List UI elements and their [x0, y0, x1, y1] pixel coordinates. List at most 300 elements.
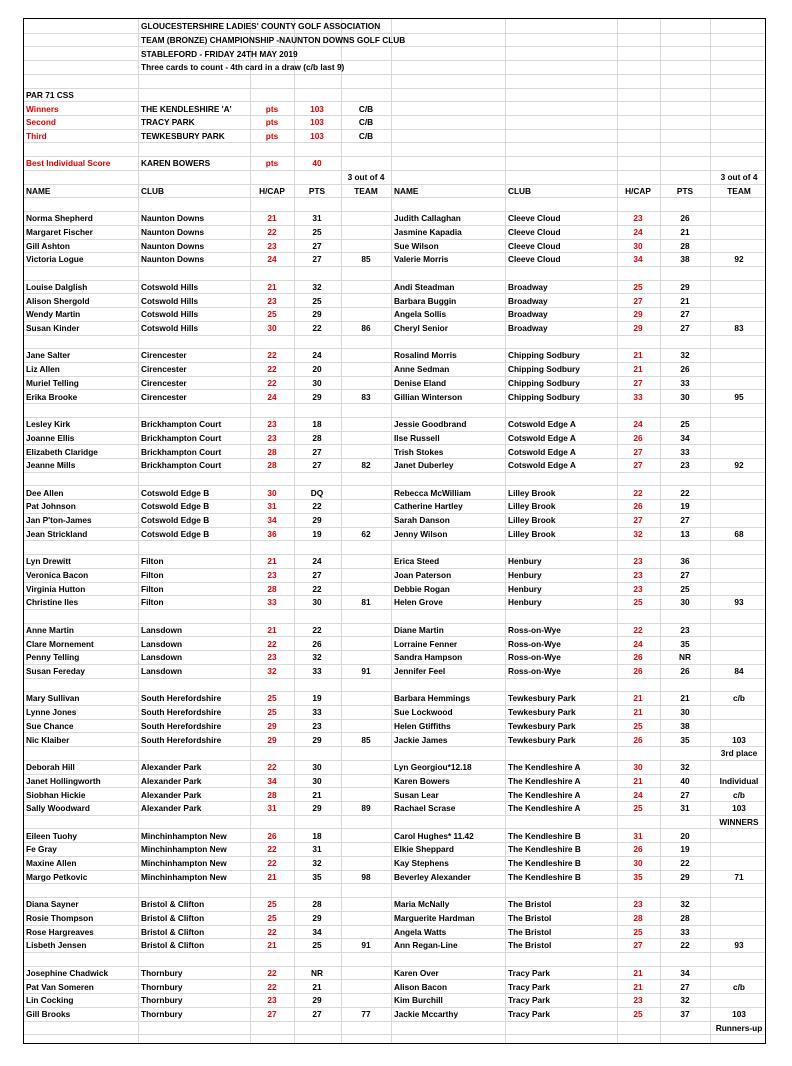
player-points: 19 [312, 693, 322, 704]
player-name: Louise Dalglish [26, 281, 88, 292]
player-handicap: 22 [633, 487, 643, 498]
player-handicap: 23 [267, 432, 277, 443]
player-club: Thornbury [141, 967, 183, 978]
player-points: 22 [680, 487, 690, 498]
player-club: Lilley Brook [508, 501, 556, 512]
player-points: 35 [680, 734, 690, 745]
player-points: 29 [312, 734, 322, 745]
player-name: Veronica Bacon [26, 570, 89, 580]
player-name: Maria McNally [394, 899, 450, 910]
player-club: Ross-on-Wye [508, 638, 561, 649]
player-points: 37 [680, 1009, 690, 1020]
player-name: Liz Allen [26, 364, 60, 375]
player-club: Cleeve Cloud [508, 254, 561, 265]
column-header-pts: PTS [308, 185, 326, 196]
player-points: 29 [312, 391, 322, 402]
player-club: Ross-on-Wye [508, 666, 561, 677]
player-handicap: 27 [633, 377, 643, 388]
player-name: Rachael Scrase [394, 803, 456, 814]
team-total: 92 [734, 254, 744, 265]
result-pts-label: pts [265, 103, 279, 114]
player-points: 25 [680, 419, 690, 430]
player-points: 22 [680, 940, 690, 951]
player-club: Cotswold Hills [141, 309, 199, 320]
column-header-name: NAME [26, 185, 51, 196]
player-club: Cirencester [141, 377, 187, 388]
player-handicap: 25 [633, 926, 643, 937]
player-handicap: 29 [633, 323, 643, 334]
column-header-team: TEAM [354, 185, 378, 196]
player-points: 33 [680, 377, 690, 388]
player-handicap: 26 [633, 652, 643, 663]
player-club: Cirencester [141, 350, 187, 361]
player-name: Elkie Sheppard [394, 844, 454, 855]
player-name: Virginia Hutton [26, 583, 86, 594]
player-club: Henbury [508, 597, 542, 608]
player-handicap: 22 [267, 926, 277, 937]
player-handicap: 21 [267, 213, 277, 224]
player-handicap: 22 [267, 350, 277, 361]
player-club: Lilley Brook [508, 515, 556, 526]
team-total: 98 [361, 871, 371, 882]
player-points: 30 [680, 707, 690, 718]
player-handicap: 30 [633, 240, 643, 251]
player-points: 27 [312, 254, 322, 265]
player-club: Cleeve Cloud [508, 227, 561, 237]
player-points: 32 [312, 858, 322, 869]
player-club: Ross-on-Wye [508, 624, 561, 635]
player-name: Josephine Chadwick [26, 967, 109, 978]
player-handicap: 33 [633, 391, 643, 402]
team-total: 82 [361, 460, 371, 471]
player-handicap: 23 [633, 570, 643, 580]
player-name: Lyn Georgiou*12.18 [394, 762, 472, 773]
player-handicap: 21 [267, 940, 277, 951]
player-points: 29 [312, 309, 322, 320]
player-handicap: 24 [633, 227, 643, 237]
player-name: Marguerite Hardman [394, 913, 475, 923]
player-name: Rose Hargreaves [26, 926, 94, 937]
player-club: The Kendleshire B [508, 871, 581, 882]
player-club: Bristol & Clifton [141, 913, 205, 923]
player-points: 21 [680, 227, 690, 237]
player-points: 28 [312, 432, 322, 443]
player-name: Diana Sayner [26, 899, 79, 910]
result-note: C/B [358, 130, 374, 141]
player-handicap: 25 [267, 707, 277, 718]
result-pts: 103 [310, 117, 324, 128]
player-handicap: 23 [267, 995, 277, 1006]
player-club: Tewkesbury Park [508, 707, 576, 718]
player-name: Diane Martin [394, 624, 444, 635]
player-handicap: 21 [633, 364, 643, 375]
player-handicap: 27 [633, 460, 643, 471]
player-handicap: 21 [633, 693, 643, 704]
best-individual-name: KAREN BOWERS [141, 158, 211, 169]
player-club: Naunton Downs [141, 254, 205, 265]
team-total: 84 [734, 666, 744, 677]
player-points: 27 [312, 570, 322, 580]
player-club: Alexander Park [141, 762, 202, 773]
player-handicap: 30 [633, 762, 643, 773]
player-points: 29 [312, 995, 322, 1006]
player-handicap: 31 [267, 501, 277, 512]
result-place: Winners [26, 103, 59, 114]
player-handicap: 22 [267, 377, 277, 388]
team-total: 83 [361, 391, 371, 402]
player-points: 32 [312, 281, 322, 292]
team-total: 71 [734, 871, 744, 882]
player-name: Jackie James [394, 734, 448, 745]
player-club: Naunton Downs [141, 213, 205, 224]
player-handicap: 26 [633, 844, 643, 855]
player-points: 23 [312, 720, 322, 731]
result-note: C/B [358, 117, 374, 128]
player-handicap: 35 [633, 871, 643, 882]
result-pts: 103 [310, 103, 324, 114]
player-points: DQ [310, 487, 324, 498]
player-club: Filton [141, 556, 164, 567]
player-points: 27 [312, 446, 322, 457]
player-points: 21 [680, 693, 690, 704]
player-name: Rebecca McWilliam [394, 487, 471, 498]
player-handicap: 21 [633, 707, 643, 718]
player-points: 30 [680, 597, 690, 608]
player-handicap: 28 [267, 583, 277, 594]
team-total: 77 [361, 1009, 371, 1020]
player-club: Naunton Downs [141, 240, 205, 251]
player-points: 27 [312, 1009, 322, 1020]
player-handicap: 23 [267, 295, 277, 306]
player-handicap: 30 [267, 487, 277, 498]
player-points: 13 [680, 528, 690, 539]
player-name: Lynne Jones [26, 707, 77, 718]
player-points: 30 [312, 775, 322, 786]
player-name: Elizabeth Claridge [26, 446, 98, 457]
player-points: 27 [312, 240, 322, 251]
player-name: Jennifer Feel [394, 666, 446, 677]
player-club: South Herefordshire [141, 693, 222, 704]
player-name: Victoria Logue [26, 254, 84, 265]
player-name: Denise Eland [394, 377, 447, 388]
player-club: Cirencester [141, 364, 187, 375]
player-name: Cheryl Senior [394, 323, 448, 334]
player-name: Janet Duberley [394, 460, 454, 471]
player-points: 29 [312, 913, 322, 923]
player-points: 27 [312, 460, 322, 471]
team-total: 103 [732, 803, 746, 814]
player-club: Broadway [508, 281, 548, 292]
player-name: Clare Mornement [26, 638, 94, 649]
player-points: 33 [680, 446, 690, 457]
player-club: Ross-on-Wye [508, 652, 561, 663]
player-name: Sue Chance [26, 720, 74, 731]
column-header-pts: PTS [676, 185, 694, 196]
player-name: Beverley Alexander [394, 871, 471, 882]
player-club: The Kendleshire A [508, 803, 581, 814]
title-line-4: Three cards to count - 4th card in a draw (c/b last 9) [141, 62, 345, 73]
player-points: 32 [312, 652, 322, 663]
player-name: Lesley Kirk [26, 419, 71, 430]
player-handicap: 22 [267, 967, 277, 978]
player-name: Karen Bowers [394, 775, 450, 786]
player-points: 35 [680, 638, 690, 649]
player-handicap: 33 [267, 597, 277, 608]
player-points: 40 [680, 775, 690, 786]
team-total: 83 [734, 323, 744, 334]
player-points: 27 [680, 309, 690, 320]
player-handicap: 25 [267, 693, 277, 704]
player-points: 24 [312, 350, 322, 361]
player-club: South Herefordshire [141, 707, 222, 718]
player-handicap: 26 [633, 666, 643, 677]
player-handicap: 24 [633, 789, 643, 800]
title-line-2: TEAM (BRONZE) CHAMPIONSHIP -NAUNTON DOWNS GOLF CLUB [141, 34, 406, 45]
player-name: Jean Strickland [26, 528, 88, 539]
player-handicap: 23 [633, 556, 643, 567]
player-name: Christine Iles [26, 597, 79, 608]
player-handicap: 25 [633, 720, 643, 731]
player-club: Brickhampton Court [141, 460, 222, 471]
player-name: Helen Gtiffiths [394, 720, 451, 731]
player-name: Jasmine Kapadia [394, 227, 462, 237]
player-club: Tewkesbury Park [508, 734, 576, 745]
player-name: Judith Callaghan [394, 213, 461, 224]
player-name: Sally Woodward [26, 803, 90, 814]
player-club: Chipping Sodbury [508, 377, 580, 388]
player-points: 23 [680, 460, 690, 471]
player-name: Joan Paterson [394, 570, 452, 580]
player-name: Erika Brooke [26, 391, 78, 402]
best-individual-pts: 40 [312, 158, 322, 169]
player-club: Alexander Park [141, 789, 202, 800]
player-name: Barbara Hemmings [394, 693, 471, 704]
player-points: 22 [312, 624, 322, 635]
player-club: Naunton Downs [141, 227, 205, 237]
player-name: Muriel Telling [26, 377, 79, 388]
player-name: Valerie Morris [394, 254, 449, 265]
player-handicap: 24 [267, 254, 277, 265]
player-handicap: 22 [267, 227, 277, 237]
player-club: Broadway [508, 323, 548, 334]
result-pts-label: pts [265, 130, 279, 141]
player-club: Broadway [508, 309, 548, 320]
player-points: 31 [680, 803, 690, 814]
player-points: 32 [680, 350, 690, 361]
team-total: 68 [734, 528, 744, 539]
player-points: 25 [312, 940, 322, 951]
player-name: Anne Martin [26, 624, 74, 635]
player-handicap: 26 [633, 734, 643, 745]
team-total: 91 [361, 940, 371, 951]
player-name: Susan Lear [394, 789, 439, 800]
player-club: Cotswold Edge A [508, 432, 576, 443]
player-name: Margaret Fischer [26, 227, 93, 237]
player-points: 25 [680, 583, 690, 594]
player-club: Bristol & Clifton [141, 926, 205, 937]
player-club: Minchinhampton New [141, 830, 227, 841]
player-club: Henbury [508, 556, 542, 567]
player-handicap: 31 [267, 803, 277, 814]
player-club: Cotswold Edge B [141, 515, 210, 526]
player-handicap: 24 [633, 638, 643, 649]
player-name: Erica Steed [394, 556, 440, 567]
player-points: 35 [312, 871, 322, 882]
player-points: 19 [312, 528, 322, 539]
player-club: Cotswold Edge B [141, 501, 210, 512]
player-club: Tewkesbury Park [508, 693, 576, 704]
player-club: The Kendleshire A [508, 762, 581, 773]
player-handicap: 24 [633, 419, 643, 430]
player-club: Cirencester [141, 391, 187, 402]
player-points: 24 [312, 556, 322, 567]
team-total: 62 [361, 528, 371, 539]
player-name: Barbara Buggin [394, 295, 457, 306]
player-name: Debbie Rogan [394, 583, 450, 594]
team-total: 89 [361, 803, 371, 814]
player-club: Lansdown [141, 652, 183, 663]
player-handicap: 34 [267, 775, 277, 786]
player-points: 34 [680, 967, 690, 978]
player-points: 26 [680, 666, 690, 677]
team-total: 86 [361, 323, 371, 334]
player-handicap: 25 [633, 597, 643, 608]
player-club: Alexander Park [141, 775, 202, 786]
title-line-1: GLOUCESTERSHIRE LADIES' COUNTY GOLF ASSOCIATION [141, 21, 381, 32]
player-club: The Bristol [508, 899, 552, 910]
team-total: 103 [732, 734, 746, 745]
player-club: Cotswold Edge A [508, 446, 576, 457]
player-name: Sue Wilson [394, 240, 439, 251]
player-club: Henbury [508, 583, 542, 594]
player-name: Kim Burchill [394, 995, 443, 1006]
player-name: Alison Bacon [394, 981, 448, 992]
player-club: Chipping Sodbury [508, 364, 580, 375]
player-handicap: 23 [267, 652, 277, 663]
player-handicap: 24 [267, 391, 277, 402]
player-name: Jan P'ton-James [26, 515, 92, 526]
player-points: 25 [312, 227, 322, 237]
player-handicap: 26 [633, 432, 643, 443]
result-club: TRACY PARK [141, 117, 195, 128]
player-name: Alison Shergold [26, 295, 90, 306]
player-club: Cotswold Edge B [141, 528, 210, 539]
player-handicap: 27 [633, 446, 643, 457]
player-name: Sandra Hampson [394, 652, 463, 663]
player-handicap: 29 [267, 734, 277, 745]
player-name: Angela Watts [394, 926, 447, 937]
placing-note: Runners-up [715, 1022, 763, 1033]
player-club: Bristol & Clifton [141, 940, 205, 951]
player-name: Pat Van Someren [26, 981, 94, 992]
player-points: 28 [312, 899, 322, 910]
player-points: 30 [312, 597, 322, 608]
player-club: Tracy Park [508, 1009, 550, 1020]
player-points: 26 [680, 364, 690, 375]
player-points: 28 [680, 913, 690, 923]
player-points: 27 [680, 515, 690, 526]
column-header-hcap: H/CAP [625, 185, 651, 196]
player-club: South Herefordshire [141, 720, 222, 731]
player-name: Maxine Allen [26, 858, 77, 869]
player-club: Lansdown [141, 666, 183, 677]
player-club: Thornbury [141, 1009, 183, 1020]
player-points: 34 [312, 926, 322, 937]
player-club: Cotswold Hills [141, 295, 199, 306]
player-handicap: 23 [633, 583, 643, 594]
column-header-team: TEAM [727, 185, 751, 196]
player-club: Brickhampton Court [141, 419, 222, 430]
player-points: 29 [680, 871, 690, 882]
team-total: 95 [734, 391, 744, 402]
player-name: Sue Lockwood [394, 707, 453, 718]
player-club: Brickhampton Court [141, 432, 222, 443]
team-note-right: 3 out of 4 [720, 172, 758, 183]
player-handicap: 27 [633, 515, 643, 526]
player-handicap: 23 [633, 899, 643, 910]
result-place: Third [26, 130, 47, 141]
player-handicap: 28 [633, 913, 643, 923]
best-individual-label: Best Individual Score [26, 158, 111, 169]
player-points: 32 [680, 995, 690, 1006]
player-club: Henbury [508, 570, 542, 580]
player-name: Helen Grove [394, 597, 443, 608]
player-club: The Kendleshire A [508, 775, 581, 786]
player-club: The Kendleshire B [508, 844, 581, 855]
player-name: Norma Shepherd [26, 213, 93, 224]
player-handicap: 25 [267, 899, 277, 910]
player-points: 33 [312, 707, 322, 718]
player-name: Sarah Danson [394, 515, 450, 526]
player-handicap: 36 [267, 528, 277, 539]
player-name: Fe Gray [26, 844, 57, 855]
player-handicap: 32 [633, 528, 643, 539]
player-name: Ann Regan-Line [394, 940, 458, 951]
player-name: Jane Salter [26, 350, 71, 361]
player-points: 22 [312, 501, 322, 512]
player-handicap: 30 [267, 323, 277, 334]
player-points: 33 [312, 666, 322, 677]
player-club: The Kendleshire B [508, 830, 581, 841]
player-handicap: 28 [267, 789, 277, 800]
player-name: Deborah Hill [26, 762, 75, 773]
player-name: Lorraine Fenner [394, 638, 458, 649]
player-points: 23 [680, 624, 690, 635]
result-club: THE KENDLESHIRE 'A' [141, 103, 232, 114]
result-pts-label: pts [265, 117, 279, 128]
player-name: Dee Allen [26, 487, 64, 498]
player-club: The Kendleshire A [508, 789, 581, 800]
player-points: 26 [312, 638, 322, 649]
player-club: Chipping Sodbury [508, 391, 580, 402]
column-header-club: CLUB [508, 185, 532, 196]
player-points: 18 [312, 419, 322, 430]
player-handicap: 34 [633, 254, 643, 265]
player-handicap: 22 [267, 638, 277, 649]
player-handicap: 21 [633, 350, 643, 361]
player-points: 31 [312, 844, 322, 855]
team-total: c/b [733, 693, 745, 704]
player-points: 38 [680, 720, 690, 731]
player-handicap: 22 [267, 858, 277, 869]
player-handicap: 25 [633, 281, 643, 292]
player-points: NR [311, 967, 323, 978]
team-note-left: 3 out of 4 [347, 172, 385, 183]
player-handicap: 21 [267, 281, 277, 292]
player-name: Rosie Thompson [26, 913, 94, 923]
player-points: 18 [312, 830, 322, 841]
player-handicap: 27 [267, 1009, 277, 1020]
